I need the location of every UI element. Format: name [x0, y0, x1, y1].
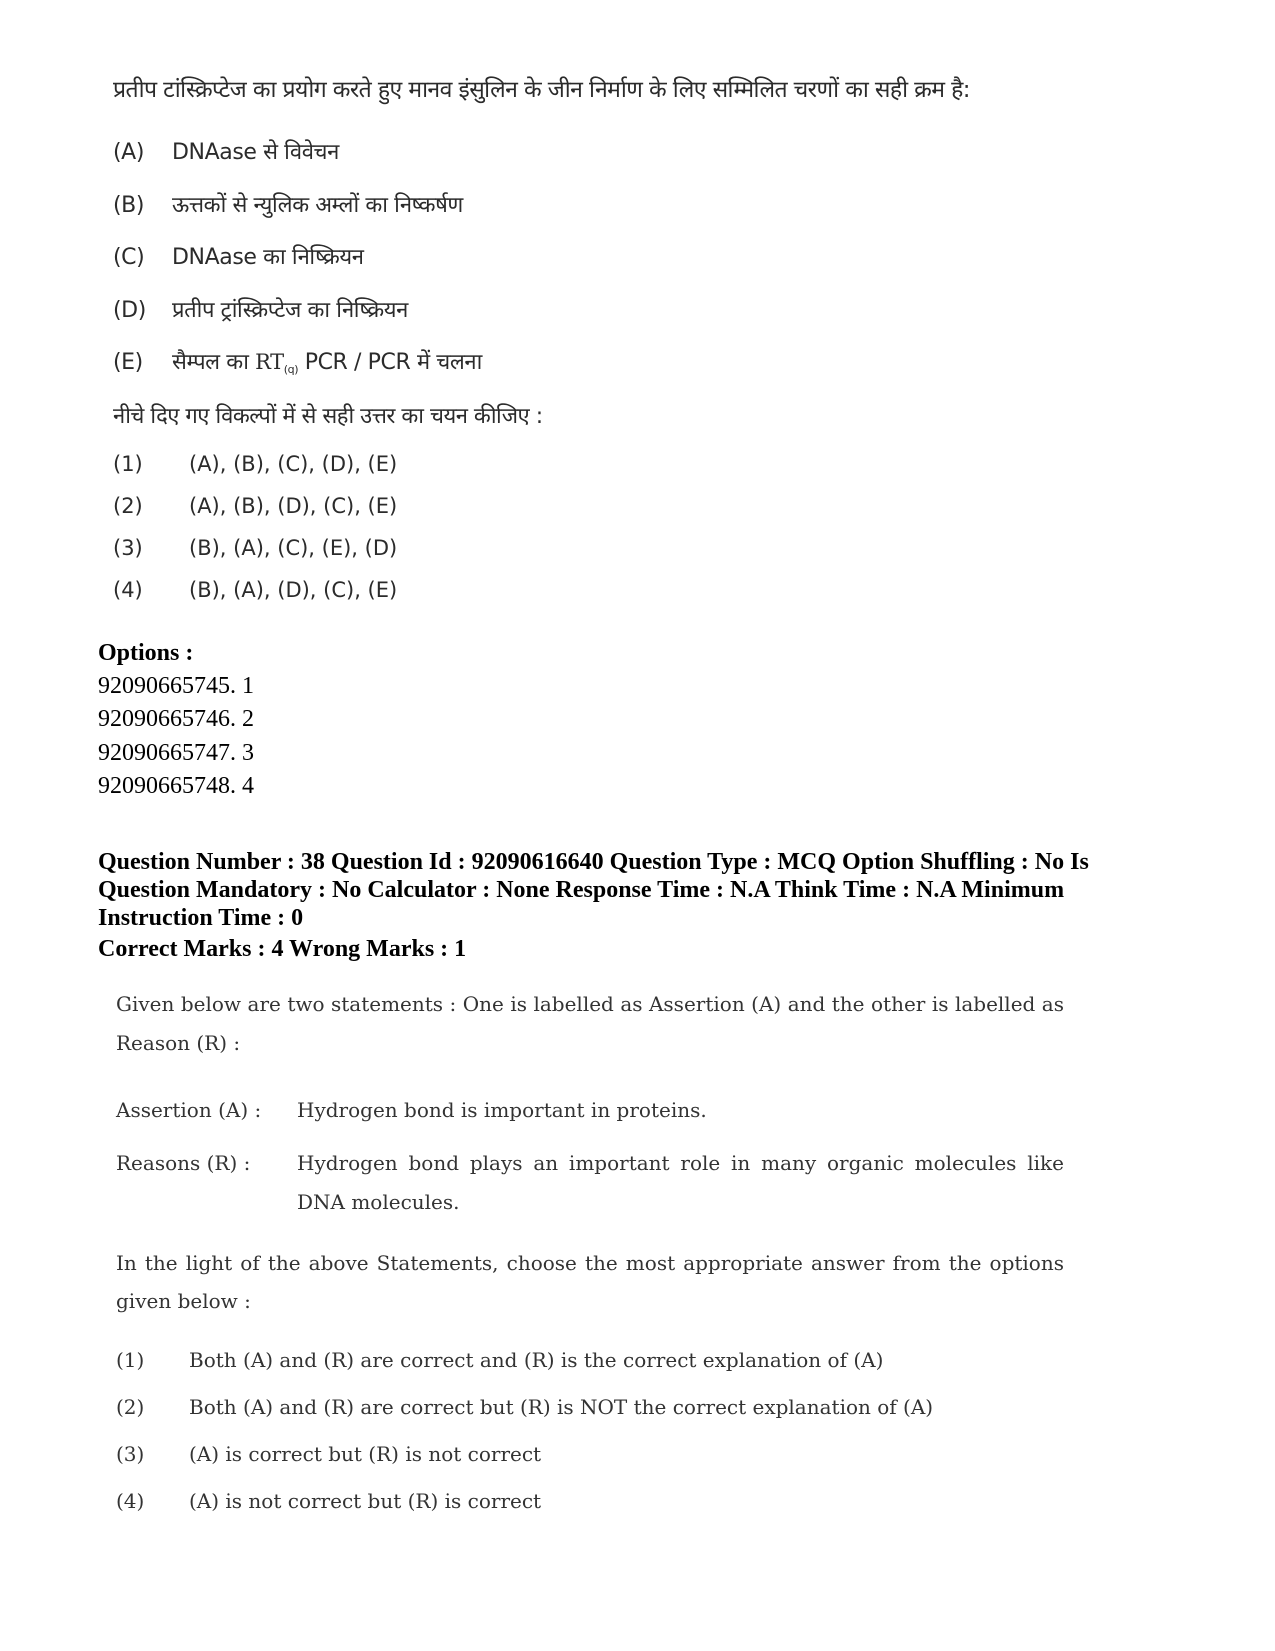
option-number: (1)	[113, 452, 143, 476]
meta-line-3: Instruction Time : 0	[98, 905, 304, 931]
answer-option-2	[116, 1395, 933, 1419]
meta-line-2: Question Mandatory : No Calculator : None Response Time : N.A Think Time : N.A Minimum	[98, 877, 1065, 903]
answer-option-2	[113, 494, 397, 518]
option-id-4: 92090665748. 4	[98, 773, 254, 799]
statement-tag: (D)	[113, 298, 146, 323]
option-text: (A) is not correct but (R) is correct	[189, 1489, 542, 1513]
option-number: (4)	[113, 578, 143, 602]
rt-subscript: (q)	[283, 363, 299, 376]
option-text: (B), (A), (C), (E), (D)	[189, 536, 398, 560]
statement-d	[113, 294, 408, 324]
answer-option-3	[116, 1442, 541, 1466]
option-text: (A) is correct but (R) is not correct	[189, 1442, 542, 1466]
statement-tag: (A)	[113, 140, 145, 165]
option-text: (A), (B), (D), (C), (E)	[189, 494, 398, 518]
option-id-2: 92090665746. 2	[98, 706, 254, 732]
option-text: Both (A) and (R) are correct but (R) is NOT the correct explanation of (A)	[189, 1395, 934, 1419]
options-heading: Options :	[98, 640, 194, 666]
option-id-3: 92090665747. 3	[98, 740, 254, 766]
statement-text: DNAase से विवेचन	[172, 140, 339, 165]
answer-option-4	[113, 578, 397, 602]
marks-line: Correct Marks : 4 Wrong Marks : 1	[98, 936, 467, 962]
option-number: (3)	[116, 1442, 145, 1466]
option-id-1: 92090665745. 1	[98, 673, 254, 699]
answer-option-3	[113, 536, 397, 560]
question-38-meta	[98, 848, 1198, 932]
statement-tag: (B)	[113, 193, 145, 218]
statement-text: ऊत्तकों से न्युलिक अम्लों का निष्कर्षण	[172, 193, 463, 218]
option-text: (A), (B), (C), (D), (E)	[189, 452, 398, 476]
assertion-intro: Given below are two statements : One is labelled as Assertion (A) and the other is labelled as Reason (R) :	[116, 992, 1064, 1055]
choose-instruction-en: In the light of the above Statements, choose the most appropriate answer from the options given below :	[116, 1251, 1064, 1313]
statement-text: DNAase का निष्क्रियन	[172, 245, 364, 270]
reason-text: Hydrogen bond plays an important role in many organic molecules like DNA molecules.	[297, 1151, 1064, 1214]
statement-tag: (C)	[113, 245, 145, 270]
option-text: Both (A) and (R) are correct and (R) is the correct explanation of (A)	[189, 1348, 884, 1372]
answer-option-1	[113, 452, 397, 476]
statement-text-post: PCR / PCR में चलना	[298, 350, 482, 375]
statement-text: प्रतीप ट्रांस्क्रिप्टेज का निष्क्रियन	[172, 298, 408, 323]
assertion-label: Assertion (A) :	[116, 1098, 262, 1122]
question-stem: प्रतीप टांस्क्रिप्टेज का प्रयोग करते हुए मानव इंसुलिन के जीन निर्माण के लिए सम्मिलित चरणों का सही क्रम है:	[113, 77, 970, 103]
statement-text-pre: सैम्पल का	[172, 350, 256, 375]
option-number: (1)	[116, 1348, 145, 1372]
statement-c	[113, 241, 364, 271]
statement-a	[113, 136, 339, 166]
reason-label: Reasons (R) :	[116, 1151, 251, 1175]
answer-option-1	[116, 1348, 883, 1372]
statement-e	[113, 346, 482, 376]
rt-label: RT	[255, 350, 284, 374]
option-number: (2)	[113, 494, 143, 518]
statement-tag: (E)	[113, 350, 143, 375]
choose-instruction: नीचे दिए गए विकल्पों में से सही उत्तर का चयन कीजिए :	[113, 404, 543, 429]
option-text: (B), (A), (D), (C), (E)	[189, 578, 398, 602]
option-number: (2)	[116, 1395, 145, 1419]
meta-line-1: Question Number : 38 Question Id : 92090616640 Question Type : MCQ Option Shuffling : No Is	[98, 849, 1089, 875]
option-number: (3)	[113, 536, 143, 560]
option-number: (4)	[116, 1489, 145, 1513]
assertion-text: Hydrogen bond is important in proteins.	[297, 1098, 707, 1122]
answer-option-4	[116, 1489, 541, 1513]
statement-b	[113, 189, 463, 219]
